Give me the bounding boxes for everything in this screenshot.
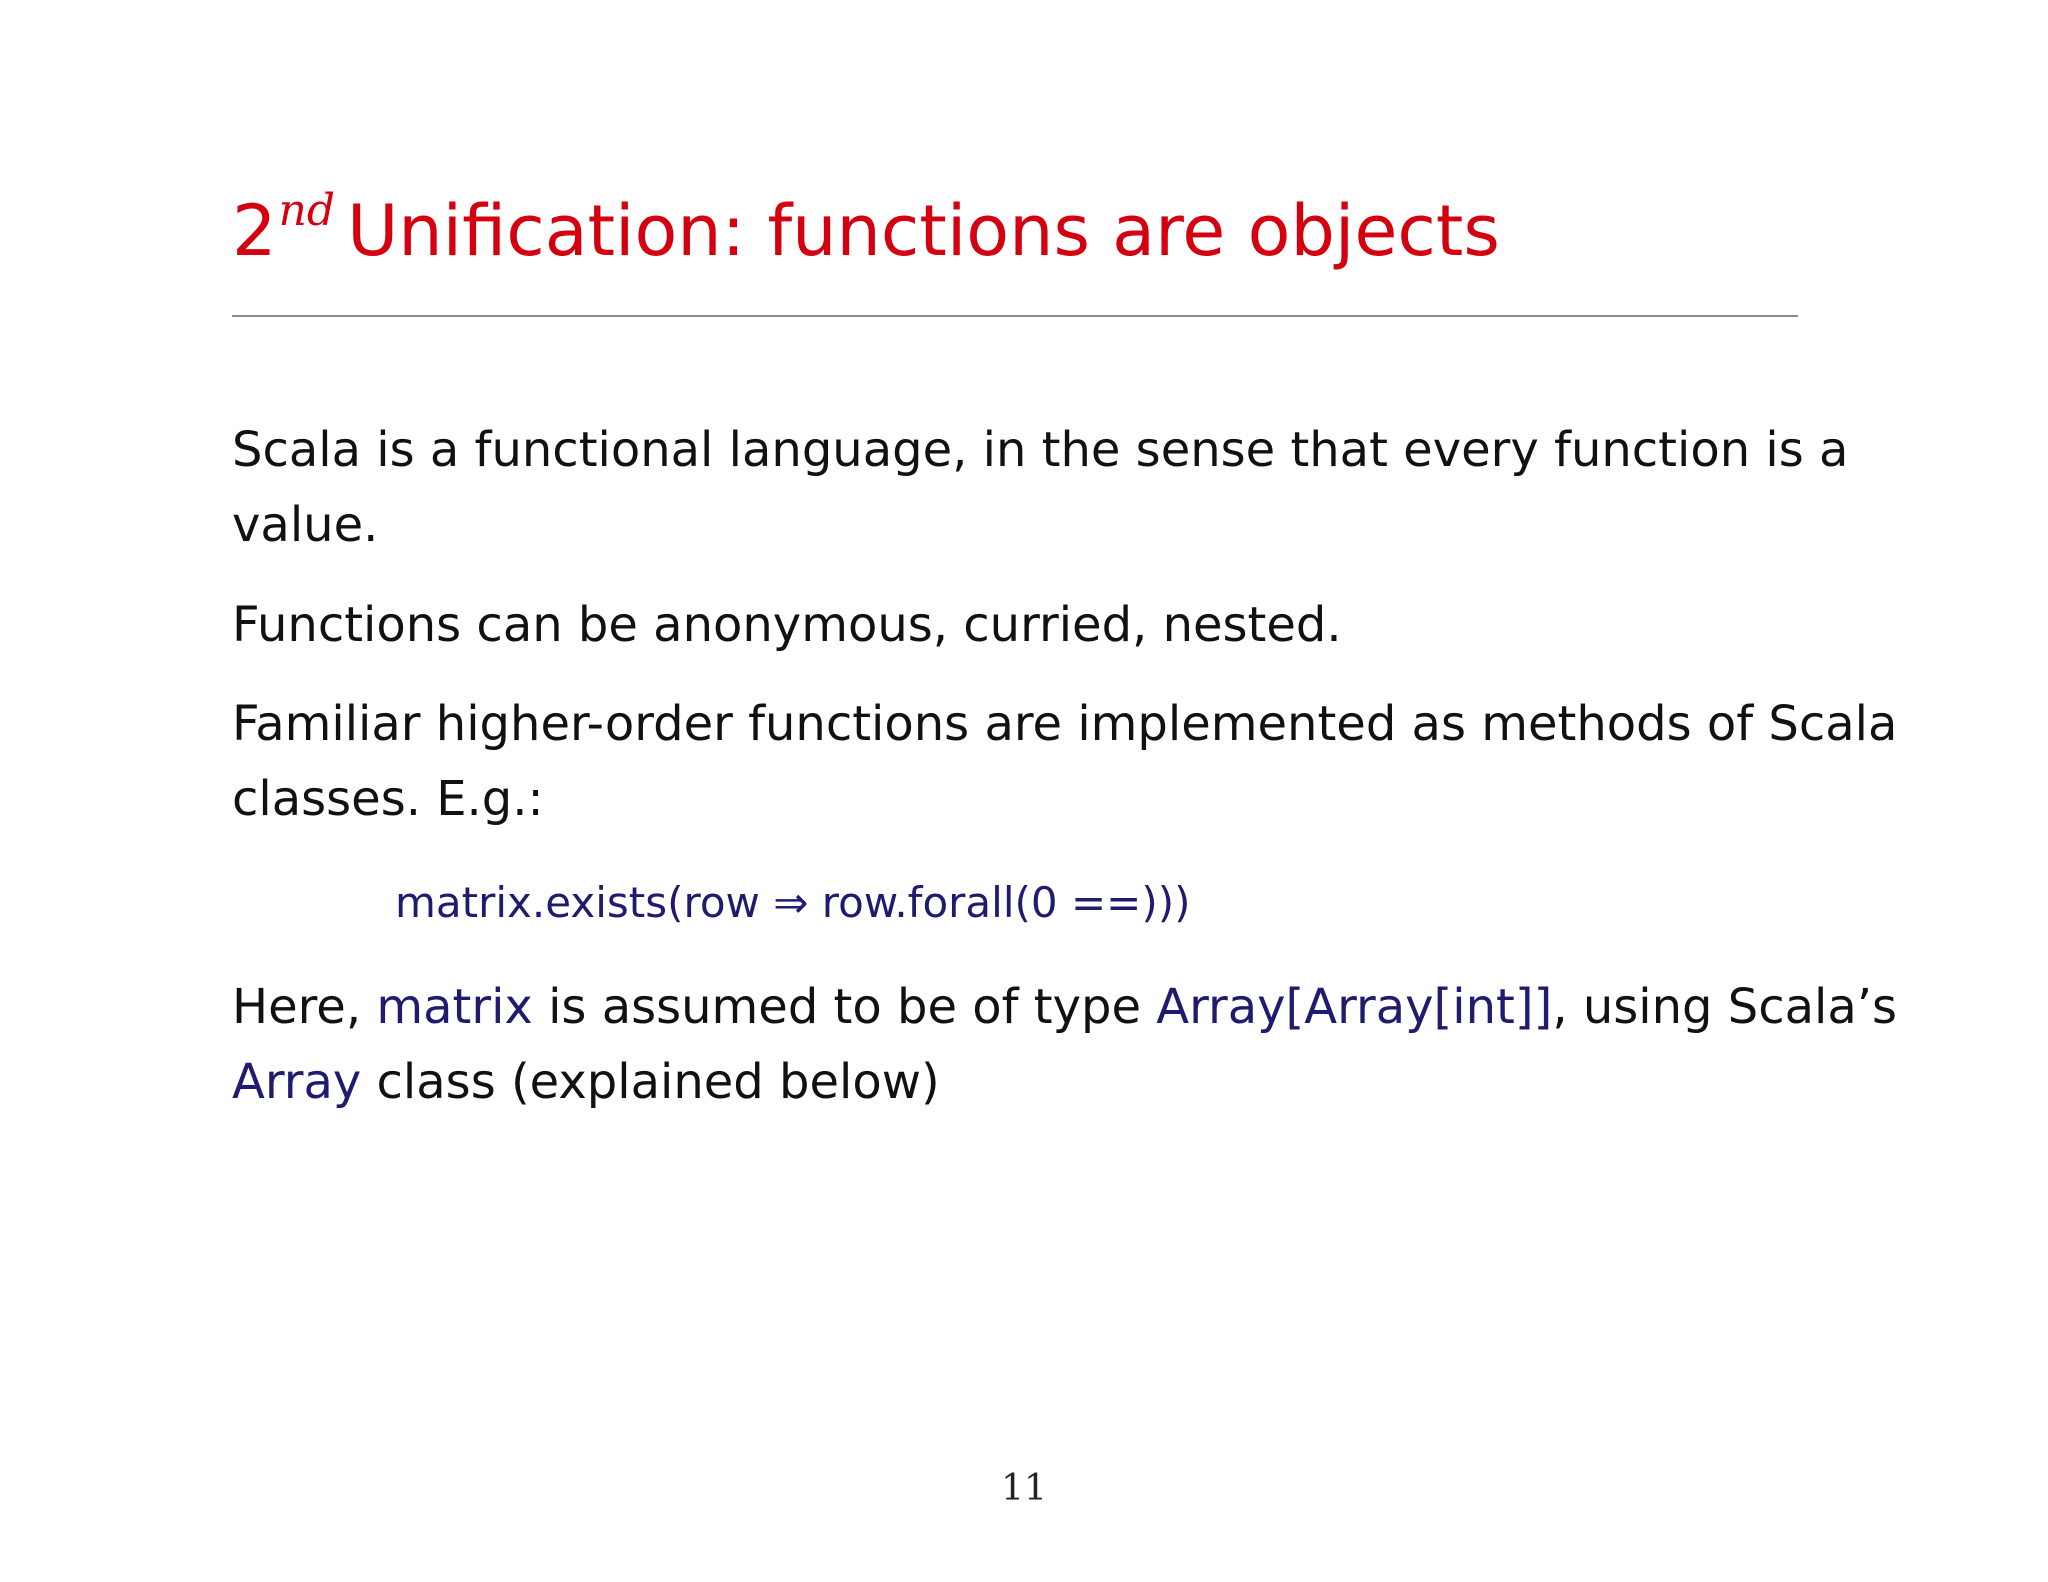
paragraph-anonymous-functions: [232, 588, 1812, 663]
paragraph-higher-order-functions: [232, 687, 1898, 837]
paragraph-line: Familiar higher-order functions are implemented as methods of Scala: [232, 696, 1898, 752]
title-divider: [232, 315, 1798, 317]
text-run: , using Scala’s: [1552, 979, 1898, 1035]
code-inline-matrix: matrix: [376, 979, 533, 1035]
paragraph-line: value.: [232, 497, 379, 553]
code-inline-array-type: Array[Array[int]]: [1156, 979, 1553, 1035]
text-run: is assumed to be of type: [532, 979, 1157, 1035]
title-ordinal-number: 2: [232, 190, 277, 272]
paragraph-line: Functions can be anonymous, curried, nested.: [232, 597, 1342, 653]
paragraph-functional-language: [232, 413, 1849, 563]
paragraph-line: Scala is a functional language, in the sense that every function is a: [232, 422, 1849, 478]
code-example: matrix.exists(row ⇒ row.forall(0 ==))): [395, 878, 1191, 927]
page-number: 11: [1001, 1468, 1047, 1509]
paragraph-matrix-explanation: [232, 970, 1898, 1120]
paragraph-line: [232, 970, 1898, 1045]
code-inline-array: Array: [232, 1054, 362, 1110]
title-text: Unification: functions are objects: [347, 190, 1500, 272]
paragraph-line: [232, 1045, 1812, 1120]
paragraph-line: classes. E.g.:: [232, 771, 544, 827]
text-run: Here,: [232, 979, 377, 1035]
title-ordinal-superscript: nd: [278, 185, 336, 236]
slide-title: [232, 185, 1500, 272]
text-run: class (explained below): [361, 1054, 940, 1110]
